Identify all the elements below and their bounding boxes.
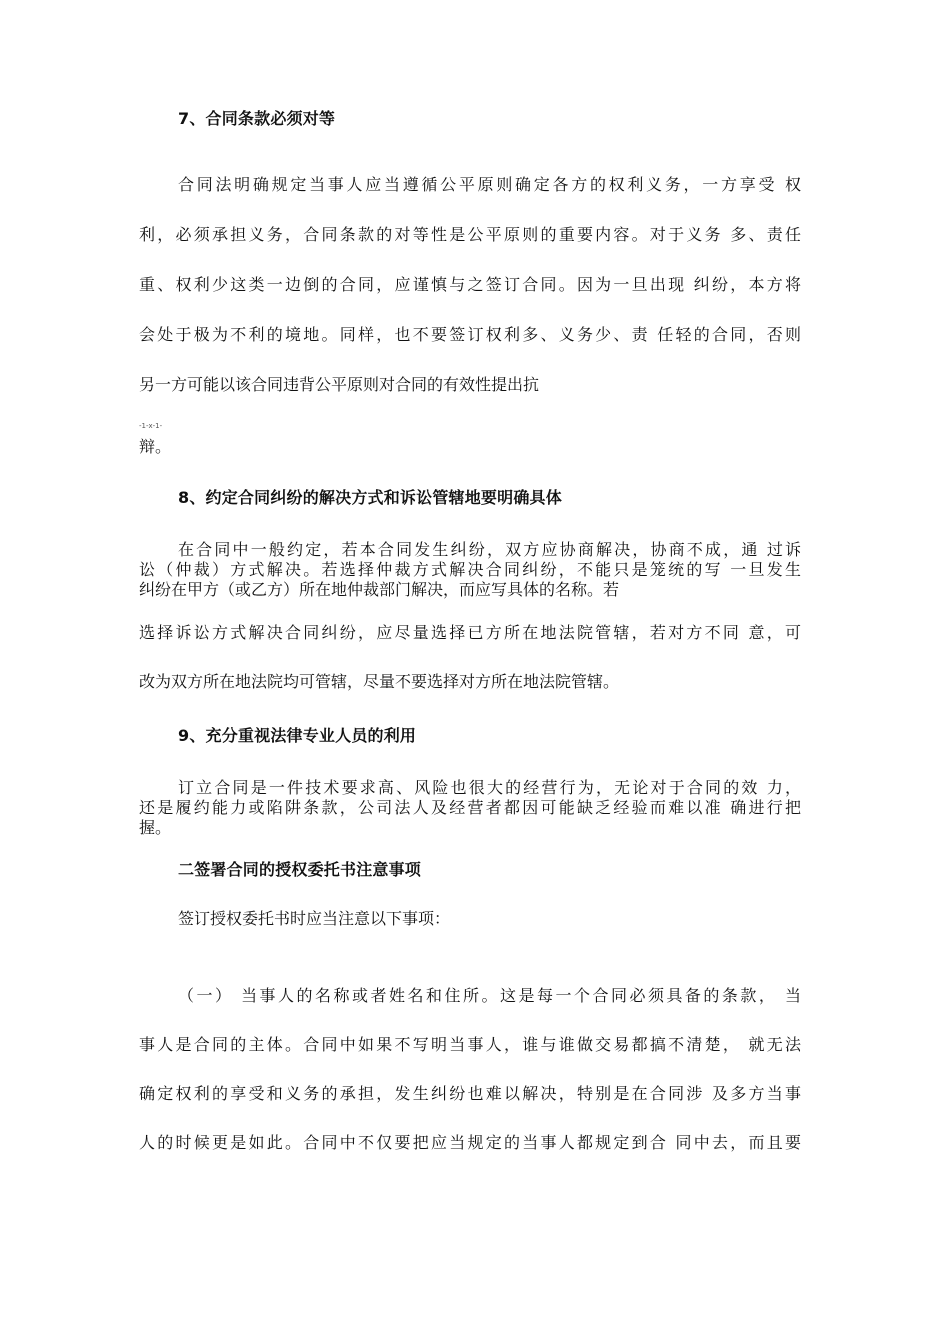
- section-9-line-1: 订立合同是一件技术要求高、风险也很大的经营行为，无论对于合同的效 力，: [178, 778, 801, 797]
- section-7-tail: 辩。: [139, 437, 172, 456]
- section-2-line-1: （一） 当事人的名称或者姓名和住所。这是每一个合同必须具备的条款， 当: [178, 986, 801, 1005]
- section-8-line-1: 在合同中一般约定，若本合同发生纠纷，双方应协商解决，协商不成，通 过诉: [178, 540, 801, 559]
- section-7-line-1: 合同法明确规定当事人应当遵循公平原则确定各方的权利义务，一方享受 权: [178, 175, 801, 194]
- footnote-mark: -1-x-1-: [139, 422, 163, 430]
- section-2-line-4: 人的时候更是如此。合同中不仅要把应当规定的当事人都规定到合 同中去，而且要: [139, 1133, 801, 1152]
- section-9-line-2: 还是履约能力或陷阱条款，公司法人及经营者都因可能缺乏经验而难以准 确进行把: [139, 798, 801, 817]
- section-7-line-2: 利，必须承担义务，合同条款的对等性是公平原则的重要内容。对于义务 多、责任: [139, 225, 801, 244]
- section-8-line-5: 改为双方所在地法院均可管辖，尽量不要选择对方所在地法院管辖。: [139, 672, 620, 691]
- section-9-line-3: 握。: [139, 818, 172, 837]
- section-2-line-3: 确定权利的享受和义务的承担，发生纠纷也难以解决，特别是在合同涉 及多方当事: [139, 1084, 801, 1103]
- section-2-intro: 签订授权委托书时应当注意以下事项：: [178, 909, 451, 928]
- section-7-line-4: 会处于极为不利的境地。同样，也不要签订权利多、义务少、责 任轻的合同，否则: [139, 325, 801, 344]
- section-2-heading: 二签署合同的授权委托书注意事项: [178, 860, 422, 879]
- section-8-heading: 8、约定合同纠纷的解决方式和诉讼管辖地要明确具体: [178, 488, 562, 507]
- section-2-line-2: 事人是合同的主体。合同中如果不写明当事人，谁与谁做交易都搞不清楚， 就无法: [139, 1035, 801, 1054]
- section-7-line-5: 另一方可能以该合同违背公平原则对合同的有效性提出抗: [139, 375, 540, 394]
- section-8-line-4: 选择诉讼方式解决合同纠纷，应尽量选择已方所在地法院管辖，若对方不同 意，可: [139, 623, 801, 642]
- section-8-line-3: 纠纷在甲方（或乙方）所在地仲裁部门解决，而应写具体的名称。若: [139, 580, 620, 599]
- section-7-heading: 7、合同条款必须对等: [178, 109, 336, 128]
- section-7-line-3: 重、权利少这类一边倒的合同，应谨慎与之签订合同。因为一旦出现 纠纷，本方将: [139, 275, 801, 294]
- section-8-line-2: 讼（仲裁）方式解决。若选择仲裁方式解决合同纠纷，不能只是笼统的写 一旦发生: [139, 560, 801, 579]
- section-9-heading: 9、充分重视法律专业人员的利用: [178, 726, 417, 745]
